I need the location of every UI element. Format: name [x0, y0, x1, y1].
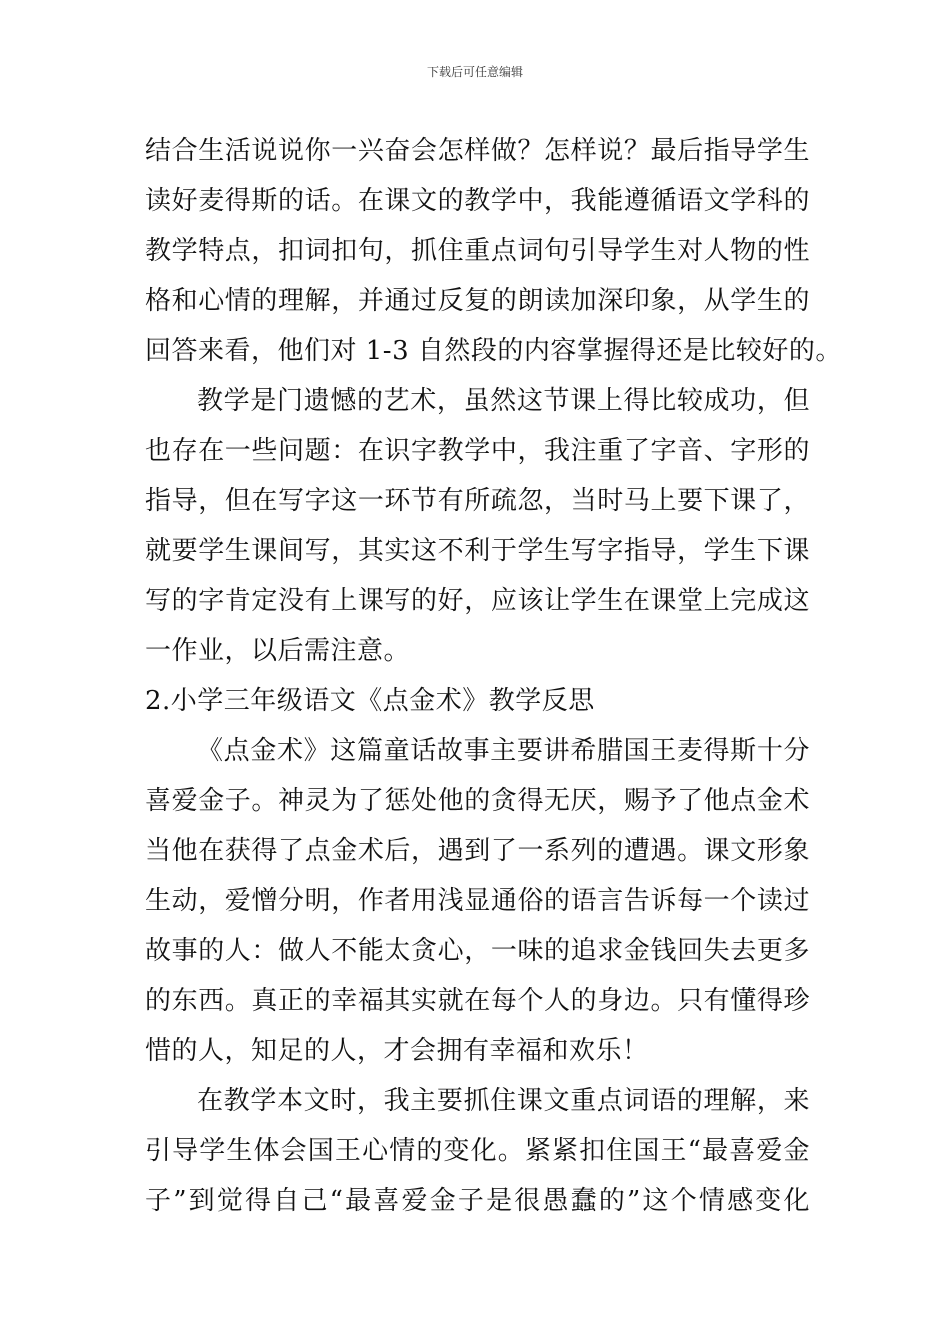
paragraph-1	[145, 126, 842, 376]
paragraph-2	[145, 376, 810, 676]
text-line: 指导，但在写字这一环节有所疏忽，当时马上要下课了，	[145, 486, 810, 516]
text-line: 就要学生课间写，其实这不利于学生写字指导，学生下课	[145, 536, 810, 566]
heading-line: 2.小学三年级语文《点金术》教学反思	[145, 686, 595, 716]
text-line: 当他在获得了点金术后，遇到了一系列的遭遇。课文形象	[145, 836, 810, 866]
document-body	[145, 126, 842, 1226]
text-line: 一作业，以后需注意。	[145, 636, 411, 666]
paragraph-3	[145, 726, 810, 1076]
text-line: 惜的人，知足的人，才会拥有幸福和欢乐！	[145, 1036, 649, 1066]
text-line: 也存在一些问题：在识字教学中，我注重了字音、字形的	[145, 436, 810, 466]
text-line: 在教学本文时，我主要抓住课文重点词语的理解，来	[197, 1086, 810, 1116]
text-line: 《点金术》这篇童话故事主要讲希腊国王麦得斯十分	[197, 736, 810, 766]
text-line: 故事的人：做人不能太贪心，一味的追求金钱回失去更多	[145, 936, 810, 966]
text-line: 的东西。真正的幸福其实就在每个人的身边。只有懂得珍	[145, 986, 810, 1016]
text-line: 教学特点，扣词扣句，抓住重点词句引导学生对人物的性	[145, 236, 810, 266]
paragraph-4	[145, 1076, 810, 1226]
text-line: 子”到觉得自己“最喜爱金子是很愚蠢的”这个情感变化	[145, 1186, 810, 1216]
text-line: 格和心情的理解，并通过反复的朗读加深印象，从学生的	[145, 286, 810, 316]
section-heading	[145, 676, 810, 726]
text-line: 喜爱金子。神灵为了惩处他的贪得无厌，赐予了他点金术	[145, 786, 810, 816]
text-line: 引导学生体会国王心情的变化。紧紧扣住国王“最喜爱金	[145, 1136, 810, 1166]
text-line: 教学是门遗憾的艺术，虽然这节课上得比较成功，但	[197, 386, 810, 416]
text-line: 写的字肯定没有上课写的好，应该让学生在课堂上完成这	[145, 586, 810, 616]
text-line: 生动，爱憎分明，作者用浅显通俗的语言告诉每一个读过	[145, 886, 810, 916]
page-header: 下载后可任意编辑	[426, 65, 523, 79]
text-line: 结合生活说说你一兴奋会怎样做？怎样说？最后指导学生	[145, 136, 810, 166]
text-line: 回答来看，他们对 1-3 自然段的内容掌握得还是比较好的。	[145, 336, 842, 366]
text-line: 读好麦得斯的话。在课文的教学中，我能遵循语文学科的	[145, 186, 810, 216]
